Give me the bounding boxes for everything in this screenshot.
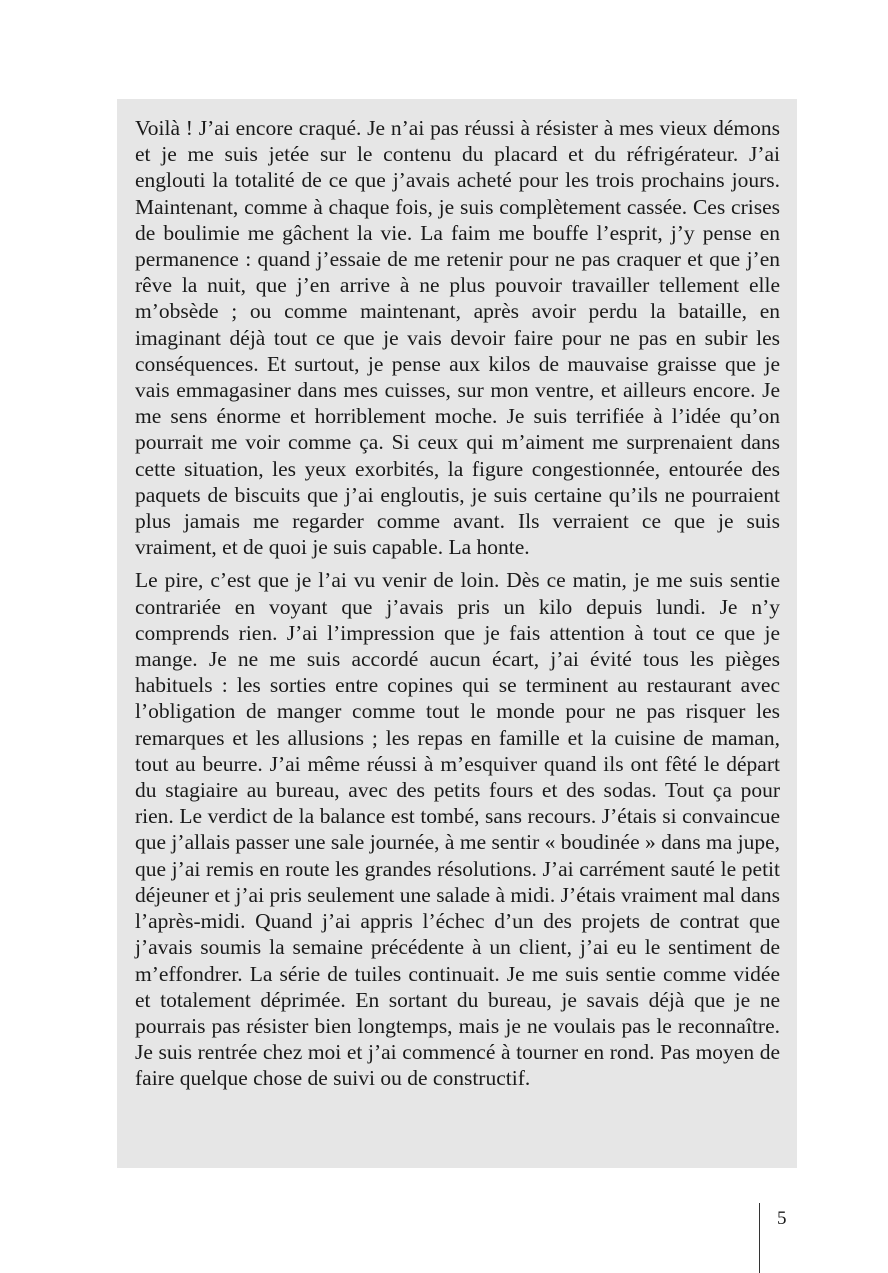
testimony-text-box (117, 99, 797, 1168)
folio-rule (759, 1203, 760, 1273)
paragraph-2: Le pire, c’est que je l’ai vu venir de loin. Dès ce matin, je me suis sentie contrariée en voyant que j’avais pris un kilo depuis lundi. Je n’y comprends rien. J’ai l’impression que je fais attention à tout ce que je mange. Je ne me suis accordé aucun écart, j’ai évité tous les pièges habituels : les sorties entre copines qui se terminent au restaurant avec l’obligation de manger comme tout le monde pour ne pas risquer les remarques et les allusions ; les repas en famille et la cuisine de maman, tout au beurre. J’ai même réussi à m’esquiver quand ils ont fêté le départ du stagiaire au bureau, avec des petits fours et des sodas. Tout ça pour rien. Le verdict de la balance est tombé, sans recours. J’étais si convaincue que j’allais passer une sale journée, à me sentir « boudinée » dans ma jupe, que j’ai remis en route les grandes résolutions. J’ai carrément sauté le petit déjeuner et j’ai pris seulement une salade à midi. J’étais vraiment mal dans l’après-midi. Quand j’ai appris l’échec d’un des projets de contrat que j’avais soumis la semaine précédente à un client, j’ai eu le sentiment de m’effondrer. La série de tuiles continuait. Je me suis sentie comme vidée et totalement déprimée. En sortant du bureau, je savais déjà que je ne pourrais pas résister bien longtemps, mais je ne voulais pas le reconnaître. Je suis rentrée chez moi et j’ai commencé à tourner en rond. Pas moyen de faire quelque chose de suivi ou de constructif. (135, 568, 780, 1091)
page-number: 5 (777, 1208, 787, 1229)
paragraph-1: Voilà ! J’ai encore craqué. Je n’ai pas réussi à résister à mes vieux démons et je me suis jetée sur le contenu du placard et du réfrigérateur. J’ai englouti la totalité de ce que j’avais acheté pour les trois prochains jours. Maintenant, comme à chaque fois, je suis complètement cassée. Ces crises de boulimie me gâchent la vie. La faim me bouffe l’esprit, j’y pense en permanence : quand j’essaie de me retenir pour ne pas craquer et que j’en rêve la nuit, que j’en arrive à ne plus pouvoir travailler tellement elle m’obsède ; ou comme maintenant, après avoir perdu la bataille, en imaginant déjà tout ce que je vais devoir faire pour ne pas en subir les conséquences. Et surtout, je pense aux kilos de mauvaise graisse que je vais emmagasiner dans mes cuisses, sur mon ventre, et ailleurs encore. Je me sens énorme et horriblement moche. Je suis terrifiée à l’idée qu’on pourrait me voir comme ça. Si ceux qui m’aiment me surprenaient dans cette situation, les yeux exorbités, la figure congestionnée, entourée des paquets de biscuits que j’ai engloutis, je suis certaine qu’ils ne pourraient plus jamais me regarder comme avant. Ils verraient ce que je suis vraiment, et de quoi je suis capable. La honte. (135, 116, 780, 560)
